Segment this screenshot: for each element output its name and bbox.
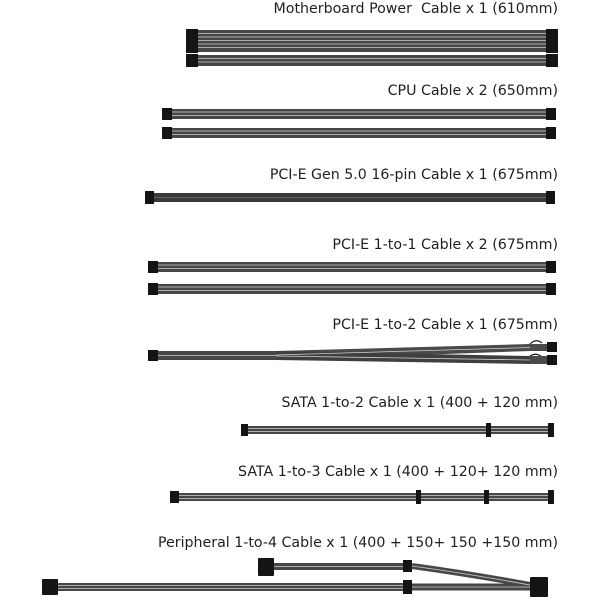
- label-sata-1-to-3-cable: SATA 1-to-3 Cable x 1 (400 + 120+ 120 mm): [238, 464, 558, 480]
- cpu-cables: [162, 108, 556, 139]
- pcie-16pin-connector: [145, 191, 154, 204]
- sata-1-to-3-cable: [170, 490, 554, 504]
- pcie-1-to-2-cable: [148, 341, 557, 365]
- label-pcie-1-to-2-cable: PCI-E 1-to-2 Cable x 1 (675mm): [332, 317, 558, 333]
- motherboard-24pin-connector: [186, 29, 198, 53]
- label-peripheral-1-to-4-cable: Peripheral 1-to-4 Cable x 1 (400 + 150+ 150 +150 mm): [157, 535, 558, 551]
- pcie-gen5-cable: [145, 191, 555, 204]
- pcie-1-to-1-cables: [148, 261, 556, 295]
- label-pcie-gen5-cable: PCI-E Gen 5.0 16-pin Cable x 1 (675mm): [269, 167, 558, 183]
- label-motherboard-power-cable: Motherboard Power Cable x 1 (610mm): [273, 1, 558, 17]
- motherboard-cable-bundle-lower: [196, 55, 548, 66]
- label-pcie-1-to-1-cable: PCI-E 1-to-1 Cable x 2 (675mm): [332, 237, 558, 253]
- motherboard-power-cable: [186, 29, 558, 67]
- peripheral-1-to-4-cable: [42, 558, 548, 597]
- label-cpu-cable: CPU Cable x 2 (650mm): [387, 83, 558, 99]
- label-sata-1-to-2-cable: SATA 1-to-2 Cable x 1 (400 + 120 mm): [281, 395, 558, 411]
- motherboard-24pin-connector-right: [546, 29, 558, 53]
- sata-1-to-2-cable: [241, 423, 554, 437]
- cpu-connector: [162, 108, 172, 120]
